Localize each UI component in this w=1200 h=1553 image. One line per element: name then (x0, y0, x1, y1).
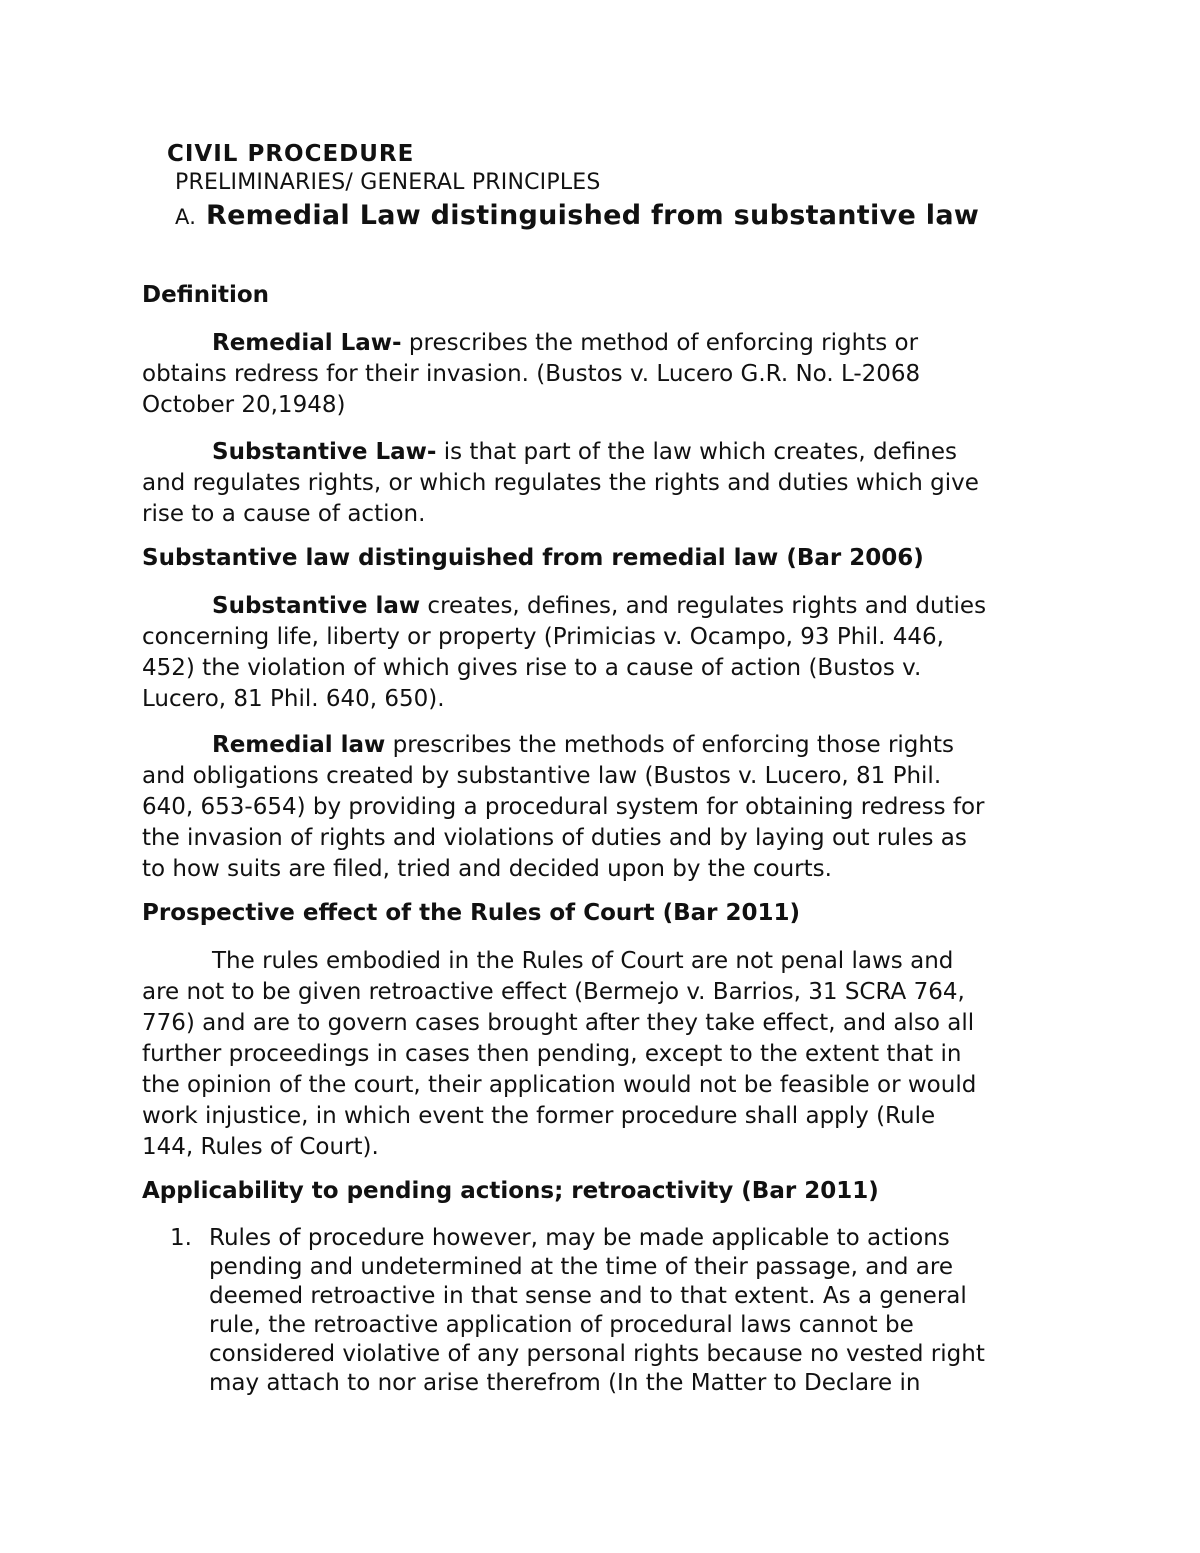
prospective-line7: 144, Rules of Court). (142, 1134, 379, 1160)
list-item-line5: considered violative of any personal rights because no vested right (209, 1341, 985, 1367)
substantive-law-definition (142, 437, 979, 530)
list-item-line1: Rules of procedure however, may be made applicable to actions (209, 1225, 950, 1251)
substantive-para-term: Substantive law (212, 593, 421, 619)
substantive-def-line1: is that part of the law which creates, defines (436, 439, 957, 465)
list-item-line3: deemed retroactive in that sense and to that extent. As a general (209, 1283, 967, 1309)
remedial-para-line4: the invasion of rights and violations of duties and by laying out rules as (142, 825, 967, 851)
section-letter: A. (175, 205, 197, 229)
remedial-para-line1: prescribes the methods of enforcing those rights (385, 732, 954, 758)
list-item-line6: may attach to nor arise therefrom (In the Matter to Declare in (209, 1370, 921, 1396)
substantive-def-line2: and regulates rights, or which regulates the rights and duties which give (142, 470, 979, 496)
prospective-heading: Prospective effect of the Rules of Court (Bar 2011) (142, 900, 801, 926)
remedial-para-line5: to how suits are filed, tried and decided upon by the courts. (142, 856, 832, 882)
remedial-def-line3: October 20,1948) (142, 392, 346, 418)
prospective-line3: 776) and are to govern cases brought after they take effect, and also all (142, 1010, 975, 1036)
distinguished-heading: Substantive law distinguished from remedial law (Bar 2006) (142, 545, 924, 571)
document-subtitle: PRELIMINARIES/ GENERAL PRINCIPLES (175, 170, 601, 195)
document-title: CIVIL PROCEDURE (167, 141, 415, 167)
prospective-line4: further proceedings in cases then pending, except to the extent that in (142, 1041, 962, 1067)
substantive-law-term: Substantive Law- (212, 439, 437, 465)
remedial-law-term: Remedial Law- (212, 330, 402, 356)
substantive-para-line2: concerning life, liberty or property (Primicias v. Ocampo, 93 Phil. 446, (142, 624, 944, 650)
section-a-heading (175, 200, 979, 231)
applicability-heading: Applicability to pending actions; retroactivity (Bar 2011) (142, 1178, 879, 1204)
list-item (209, 1224, 985, 1398)
remedial-para-term: Remedial law (212, 732, 386, 758)
remedial-para-line2: and obligations created by substantive law (Bustos v. Lucero, 81 Phil. (142, 763, 942, 789)
definition-heading: Definition (142, 282, 270, 308)
prospective-line5: the opinion of the court, their application would not be feasible or would (142, 1072, 977, 1098)
list-item-line2: pending and undetermined at the time of their passage, and are (209, 1254, 953, 1280)
substantive-para-line4: Lucero, 81 Phil. 640, 650). (142, 686, 445, 712)
remedial-para-line3: 640, 653-654) by providing a procedural system for obtaining redress for (142, 794, 985, 820)
prospective-line2: are not to be given retroactive effect (Bermejo v. Barrios, 31 SCRA 764, (142, 979, 965, 1005)
substantive-para-line3: 452) the violation of which gives rise to a cause of action (Bustos v. (142, 655, 922, 681)
substantive-para-line1: creates, defines, and regulates rights and duties (420, 593, 987, 619)
prospective-paragraph (142, 946, 976, 1163)
remedial-law-paragraph (142, 730, 985, 885)
list-item-number: 1. (170, 1225, 192, 1251)
substantive-def-line3: rise to a cause of action. (142, 501, 426, 527)
remedial-def-line1: prescribes the method of enforcing rights or (401, 330, 919, 356)
prospective-line6: work injustice, in which event the former procedure shall apply (Rule (142, 1103, 936, 1129)
section-heading-text: Remedial Law distinguished from substantive law (205, 200, 980, 231)
remedial-law-definition (142, 328, 920, 421)
remedial-def-line2: obtains redress for their invasion. (Bustos v. Lucero G.R. No. L-2068 (142, 361, 921, 387)
prospective-line1: The rules embodied in the Rules of Court are not penal laws and (212, 948, 954, 974)
list-item-line4: rule, the retroactive application of procedural laws cannot be (209, 1312, 914, 1338)
substantive-law-paragraph (142, 591, 986, 715)
